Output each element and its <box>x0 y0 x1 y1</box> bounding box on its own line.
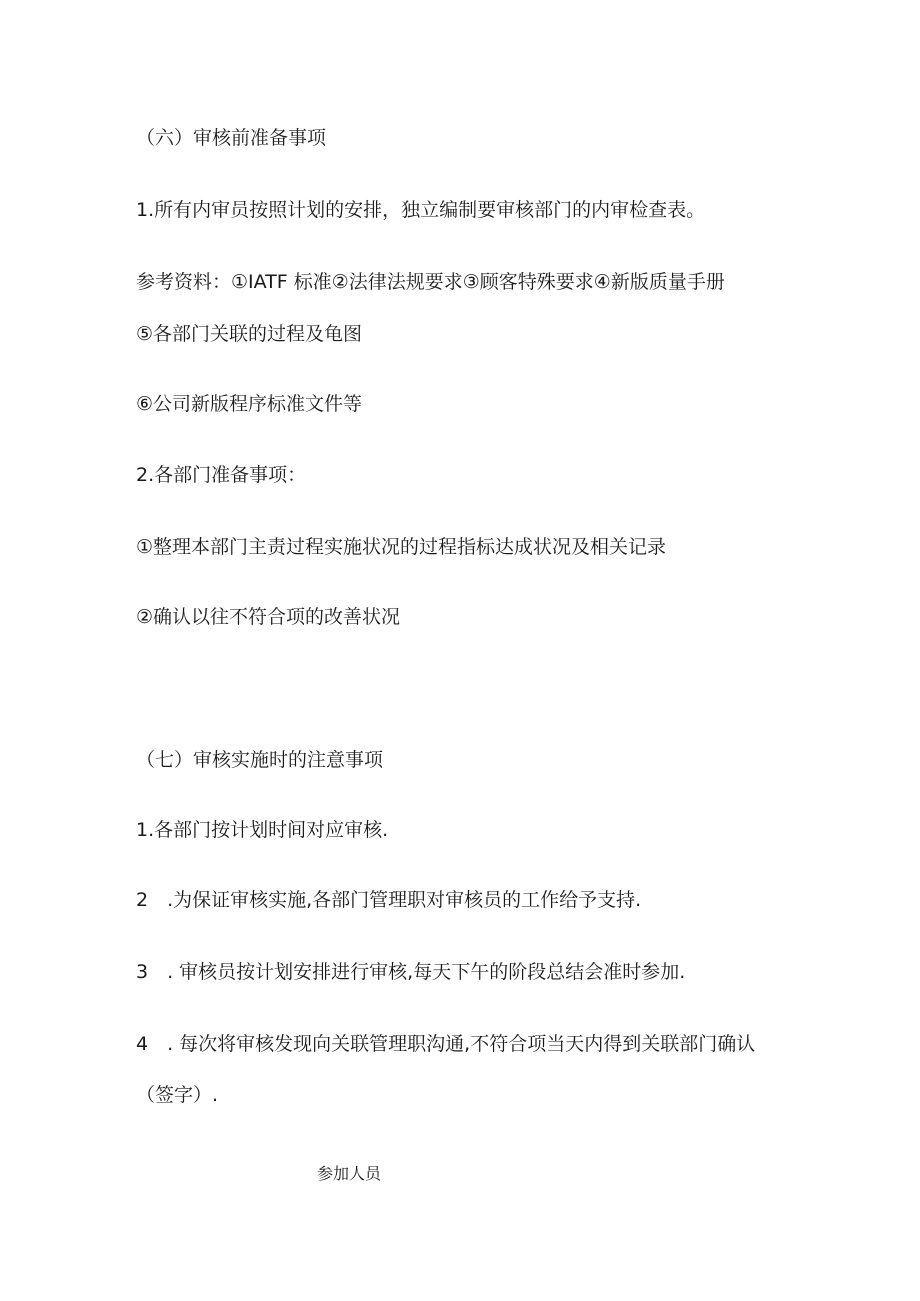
section-7-item-4-line-2: （签字）. <box>136 1084 219 1106</box>
section-6-references-line-2: ⑤各部门关联的过程及龟图 <box>136 323 363 345</box>
section-6-references-line-3: ⑥公司新版程序标准文件等 <box>136 393 363 415</box>
section-6-item-2: 2.各部门准备事项： <box>136 464 307 486</box>
section-6-item-2-b: ②确认以往不符合项的改善状况 <box>136 606 401 628</box>
section-7-item-2: 2 .为保证审核实施,各部门管理职对审核员的工作给予支持. <box>136 889 642 911</box>
section-6-heading: （六）审核前准备事项 <box>136 127 327 149</box>
section-6-item-2-a: ①整理本部门主责过程实施状况的过程指标达成状况及相关记录 <box>136 536 667 558</box>
section-7-item-1: 1.各部门按计划时间对应审核. <box>136 819 389 841</box>
participants-label: 参加人员 <box>317 1164 382 1183</box>
section-7-item-3: 3 . 审核员按计划安排进行审核,每天下午的阶段总结会准时参加. <box>136 961 686 983</box>
section-6-item-1: 1.所有内审员按照计划的安排，独立编制要审核部门的内审检查表。 <box>136 199 706 221</box>
section-7-item-4-line-1: 4 . 每次将审核发现向关联管理职沟通,不符合项当天内得到关联部门确认 <box>136 1033 756 1055</box>
section-7-heading: （七）审核实施时的注意事项 <box>136 749 384 771</box>
section-6-references-line-1: 参考资料：①IATF 标准②法律法规要求③顾客特殊要求④新版质量手册 <box>136 271 725 293</box>
